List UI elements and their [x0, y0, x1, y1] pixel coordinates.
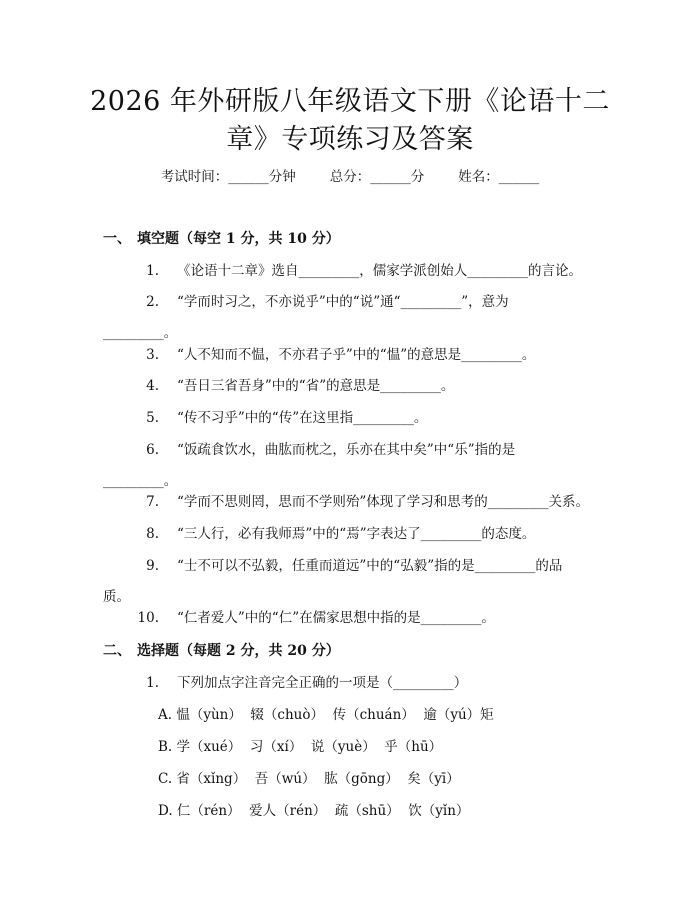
fill-question-2: [103, 292, 593, 343]
question-number: 4.: [146, 378, 159, 394]
question-number: 6.: [146, 442, 159, 458]
question-number: 3.: [146, 347, 159, 363]
fill-question-8: [103, 524, 593, 544]
choice-option-c: C. 省（xǐng） 吾（wú） 肱（gōng） 矣（yī）: [158, 771, 460, 787]
question-text: “学而不思则罔，思而不学则殆”体现了学习和思考的_________关系。: [177, 494, 590, 510]
question-number: 9.: [146, 558, 159, 574]
question-text: “仁者爱人”中的“仁”在儒家思想中指的是_________。: [177, 610, 495, 626]
choice-option-b: B. 学（xué） 习（xí） 说（yuè） 乎（hū）: [158, 739, 443, 755]
fill-question-4: [103, 376, 593, 396]
question-number: 2.: [146, 294, 159, 310]
question-number: 1.: [146, 263, 159, 279]
question-text-continued: 质。: [103, 589, 130, 605]
question-text: “士不可以不弘毅，任重而道远”中的“弘毅”指的是_________的品: [177, 558, 563, 574]
question-text: “三人行，必有我师焉”中的“焉”字表达了_________的态度。: [177, 526, 536, 542]
fill-question-5: [103, 408, 593, 428]
document-title-line-2: 章》专项练习及答案: [226, 124, 474, 155]
fill-question-7: [103, 492, 593, 512]
choice-question-1: [103, 673, 593, 693]
exam-time: 考试时间：______分钟: [160, 169, 296, 185]
fill-question-1: [103, 261, 593, 281]
exam-score: 总分：______分: [329, 169, 425, 185]
document-title-line-1: 2026 年外研版八年级语文下册《论语十二: [90, 86, 610, 117]
question-text-continued: _________。: [103, 473, 178, 489]
question-text: “学而时习之，不亦说乎”中的“说”通“_________”，意为: [177, 294, 509, 310]
question-text: 《论语十二章》选自_________，儒家学派创始人_________的言论。: [177, 263, 582, 279]
exam-info: [0, 167, 700, 187]
section-1-title: 填空题（每空 1 分，共 10 分）: [137, 231, 340, 247]
choice-option-d: D. 仁（rén） 爱人（rén） 疏（shū） 饮（yǐn）: [158, 803, 470, 819]
question-text: 下列加点字注音完全正确的一项是（_________）: [177, 675, 468, 691]
choice-option-a: A. 愠（yùn） 辍（chuò） 传（chuán） 逾（yú）矩: [158, 707, 494, 723]
fill-question-10: [103, 608, 593, 628]
section-2-title: 选择题（每题 2 分，共 20 分）: [137, 643, 340, 659]
section-1-number: 一、: [103, 231, 131, 247]
question-number: 7.: [146, 494, 159, 510]
question-text-continued: _________。: [103, 325, 178, 341]
section-2-number: 二、: [103, 643, 131, 659]
section-1-heading: [103, 229, 340, 249]
question-number: 5.: [146, 410, 159, 426]
question-text: “人不知而不愠，不亦君子乎”中的“愠”的意思是_________。: [177, 347, 536, 363]
fill-question-3: [103, 345, 593, 365]
question-text: “饭疏食饮水，曲肱而枕之，乐亦在其中矣”中“乐”指的是: [177, 442, 516, 458]
fill-question-9: [103, 556, 593, 607]
fill-question-6: [103, 440, 593, 491]
exam-name: 姓名：______: [458, 169, 540, 185]
question-text: “传不习乎”中的“传”在这里指_________。: [177, 410, 428, 426]
question-number: 10.: [137, 610, 159, 626]
question-number: 8.: [146, 526, 159, 542]
question-number: 1.: [146, 675, 159, 691]
section-2-heading: [103, 641, 340, 661]
question-text: “吾日三省吾身”中的“省”的意思是_________。: [177, 378, 455, 394]
